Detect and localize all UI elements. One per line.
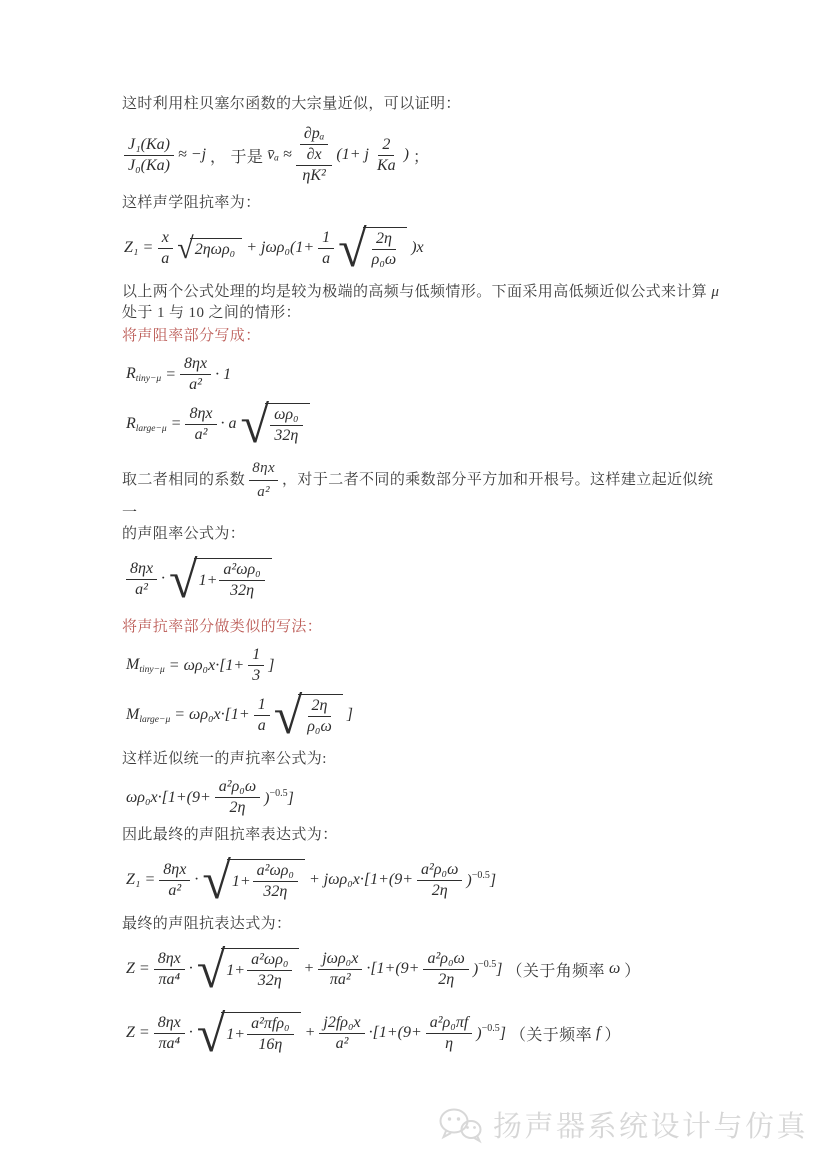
numerator: 2η <box>308 697 332 717</box>
fraction <box>373 136 400 175</box>
denominator: 32η <box>257 972 282 989</box>
math-token: 1+ <box>226 961 246 979</box>
formula-z1-extreme <box>122 221 722 278</box>
paragraph-unified-reactance: 这样近似统一的声抗率公式为: <box>122 751 327 767</box>
math-token: ·[1+(9+ <box>366 960 420 977</box>
numerator: j2fρ₀x <box>319 1014 364 1034</box>
formula-z-frequency <box>124 1006 720 1063</box>
math-token: Z = <box>126 960 150 977</box>
numerator: ωρ₀ <box>270 406 303 426</box>
math-token: Z = <box>126 1024 150 1041</box>
numerator: 1 <box>254 696 270 716</box>
math-token: · <box>161 570 166 587</box>
math-token: ] <box>496 961 503 978</box>
formula-z-omega <box>124 942 720 999</box>
denominator: J₀(Ka) <box>128 156 170 174</box>
paragraph-intro: 这时利用柱贝塞尔函数的大宗量近似，可以证明： <box>122 96 461 112</box>
formula-note: ） <box>624 962 641 980</box>
variable: R <box>126 414 136 432</box>
math-token: 1+ <box>226 1025 246 1043</box>
denominator: πa² <box>329 970 351 988</box>
math-token: ) <box>476 1025 482 1042</box>
math-token: ， <box>210 148 227 166</box>
radical-sign: √ <box>338 221 367 278</box>
math-token <box>476 1023 506 1043</box>
denominator: 3 <box>252 667 261 684</box>
fraction <box>219 561 264 600</box>
denominator: Ka <box>376 156 396 174</box>
math-token: + jωρ₀x·[1+(9+ <box>309 871 414 888</box>
fraction <box>253 862 298 901</box>
denominator: 32η <box>274 427 299 444</box>
radical <box>169 552 272 609</box>
formula-z1-final <box>124 853 720 910</box>
numerator: 2η <box>372 230 396 250</box>
math-token <box>126 656 165 675</box>
radical-sign: √ <box>273 688 303 745</box>
paragraph-final-impedance: 最终的声阻抗表达式为： <box>122 916 292 932</box>
numerator: 2 <box>378 136 394 156</box>
numerator: ∂pₐ <box>300 125 329 145</box>
math-token: ] <box>499 1025 506 1042</box>
fraction <box>126 560 157 599</box>
math-token: · <box>188 1024 193 1041</box>
fraction <box>154 1014 185 1053</box>
radical <box>240 397 310 454</box>
denominator: η <box>445 1034 453 1052</box>
denominator: a² <box>135 580 148 598</box>
fraction <box>426 1014 473 1053</box>
wechat-icon <box>438 1106 484 1144</box>
denominator: 2η <box>229 799 246 816</box>
formula-r-tiny <box>124 355 720 394</box>
formula-note: （关于频率 <box>509 1026 592 1044</box>
variable: M <box>126 705 140 723</box>
radical <box>196 942 300 999</box>
heading-reactance-red: 将声抗率部分做类似的写法： <box>122 619 323 635</box>
fraction <box>247 951 292 990</box>
denominator: a <box>322 249 331 267</box>
radical-sign: √ <box>240 397 270 454</box>
variable: M <box>126 656 140 673</box>
fraction <box>185 405 216 444</box>
numerator: jωρ₀x <box>318 950 362 970</box>
fraction <box>318 229 334 268</box>
math-token: ω <box>608 960 621 977</box>
math-token: = <box>165 365 177 383</box>
math-token: ≈ −j <box>178 146 207 163</box>
math-token: = ωρ₀x·[1+ <box>174 706 250 723</box>
radical-sign: √ <box>202 853 231 910</box>
math-token: ] <box>287 789 294 807</box>
numerator: 8ηx <box>249 458 278 481</box>
paragraph-unify <box>122 458 722 545</box>
math-token: Z₁ = <box>126 871 156 888</box>
math-token: + <box>304 1024 316 1041</box>
numerator: 8ηx <box>126 560 157 580</box>
math-token: ) <box>264 789 270 807</box>
math-token <box>264 788 294 808</box>
numerator: 8ηx <box>180 355 211 375</box>
math-token: )x <box>411 239 424 256</box>
denominator: a² <box>189 376 202 393</box>
math-token: · <box>188 960 193 977</box>
math-token: 2ηωρ₀ <box>194 240 236 258</box>
math-token: ； <box>412 148 430 166</box>
denominator: πa⁴ <box>158 1034 181 1052</box>
superscript: −0.5 <box>269 787 288 799</box>
numerator: x <box>158 229 173 249</box>
fraction <box>423 950 468 989</box>
denominator: a² <box>335 1034 349 1052</box>
math-token: ] <box>346 706 354 723</box>
numerator: 8ηx <box>159 861 190 881</box>
numerator: a²ωρ₀ <box>247 951 292 971</box>
fraction <box>300 125 329 164</box>
math-token: 于是 <box>230 148 264 166</box>
fraction <box>215 778 260 817</box>
numerator: 1 <box>248 646 264 666</box>
fraction <box>124 136 174 175</box>
subscript: large−μ <box>135 423 167 434</box>
numerator: 8ηx <box>185 405 216 425</box>
superscript: −0.5 <box>478 959 497 970</box>
math-token: (1+ <box>336 146 361 163</box>
math-token: ) <box>403 146 409 163</box>
math-token: · <box>194 871 199 888</box>
formula-note: （关于角频率 <box>506 962 605 980</box>
radical <box>196 1006 301 1063</box>
formula-note: ） <box>604 1026 621 1044</box>
numerator: a²ρ₀πf <box>426 1014 473 1034</box>
denominator: a <box>257 716 266 734</box>
fraction <box>159 861 190 900</box>
math-token: · <box>220 415 225 432</box>
numerator: a²πfρ₀ <box>247 1015 294 1035</box>
math-token: = <box>170 415 182 432</box>
math-token: ) <box>466 872 472 889</box>
formula-bessel-approx <box>122 125 722 185</box>
denominator: a² <box>257 484 271 500</box>
fraction <box>247 1015 294 1054</box>
paragraph-midrange <box>122 282 722 324</box>
fraction <box>248 646 264 685</box>
heading-resistance-red: 将声阻率部分写成： <box>122 328 261 344</box>
subscript: large−μ <box>139 714 171 725</box>
denominator: ρ₀ω <box>371 251 397 268</box>
numerator: J₁(Ka) <box>124 136 174 156</box>
denominator: ηK² <box>302 167 326 184</box>
math-token: a <box>228 415 237 432</box>
text-run: ，对于二者不同的乘数部分平方加和开根号。这样建立起近似统一 <box>122 471 714 521</box>
subscript: tiny−μ <box>139 665 165 675</box>
math-token: · 1 <box>215 365 232 383</box>
denominator: ρ₀ω <box>307 718 332 735</box>
denominator: ∂x <box>306 146 322 163</box>
radical <box>202 853 305 910</box>
denominator: 2η <box>438 970 455 988</box>
fraction <box>249 458 278 503</box>
math-token <box>466 870 496 890</box>
paragraph-impedance-intro: 这样声学阻抗率为： <box>122 195 261 211</box>
math-token: + jωρ₀(1+ <box>246 239 315 256</box>
text-run: 的声阻率公式为： <box>122 526 246 542</box>
numerator: a²ρ₀ω <box>215 778 260 798</box>
fraction <box>417 861 462 900</box>
subscript: tiny−μ <box>135 374 162 384</box>
math-token: f <box>596 1024 601 1041</box>
math-token: ] <box>489 872 497 889</box>
numerator: a²ωρ₀ <box>219 561 264 581</box>
text-run: 处于 1 与 10 之间的情形： <box>122 305 301 321</box>
fraction <box>157 229 173 268</box>
fraction <box>154 950 185 989</box>
radical <box>273 688 343 745</box>
radical <box>338 221 407 278</box>
fraction <box>270 406 303 445</box>
formula-unified-reactance <box>124 778 720 817</box>
math-token <box>126 415 167 434</box>
math-token <box>126 706 170 725</box>
fraction <box>296 125 333 185</box>
fraction <box>180 355 211 394</box>
radical-sign: √ <box>196 1006 226 1063</box>
denominator: 32η <box>263 883 288 900</box>
numerator: a²ρ₀ω <box>423 950 468 970</box>
superscript: −0.5 <box>481 1023 500 1034</box>
math-token <box>473 959 503 979</box>
variable: R <box>126 365 136 382</box>
math-token: ) <box>472 961 479 978</box>
numerator <box>296 125 333 166</box>
formula-m-tiny <box>124 646 720 685</box>
math-token: v̄ₐ ≈ <box>267 146 292 163</box>
numerator: 1 <box>318 229 334 249</box>
watermark-footer <box>438 1104 808 1145</box>
radical <box>177 233 242 263</box>
fraction <box>303 697 336 736</box>
paragraph-final-rate: 因此最终的声阻抗率表达式为： <box>122 827 338 843</box>
math-token: j <box>364 146 369 163</box>
denominator: 16η <box>258 1036 283 1053</box>
fraction <box>318 950 362 989</box>
fraction <box>368 230 401 269</box>
numerator: 8ηx <box>154 950 185 970</box>
math-token: + <box>303 960 315 977</box>
math-token: 1+ <box>231 872 251 890</box>
formula-unified-resistance <box>124 552 720 609</box>
denominator: 32η <box>230 582 255 599</box>
document-content <box>122 94 722 1063</box>
numerator: a²ωρ₀ <box>253 862 298 882</box>
math-token <box>126 365 161 384</box>
radical-sign: √ <box>169 552 198 609</box>
radical-sign: √ <box>196 942 226 999</box>
math-token: ] <box>268 656 275 674</box>
watermark-text: 扬声器系统设计与仿真 <box>492 1111 808 1143</box>
formula-r-large <box>124 397 720 454</box>
math-token: ωρ₀x·[1+(9+ <box>126 788 211 806</box>
math-token: 1+ <box>198 571 218 589</box>
numerator: a²ρ₀ω <box>417 861 462 881</box>
fraction <box>254 696 270 735</box>
formula-m-large <box>124 688 720 745</box>
math-token: = ωρ₀x·[1+ <box>168 656 245 674</box>
radical-sign: √ <box>177 232 194 265</box>
denominator: a² <box>168 881 182 899</box>
superscript: −0.5 <box>471 870 490 881</box>
numerator: 8ηx <box>154 1014 185 1034</box>
math-token: Z₁ = <box>124 239 154 256</box>
text-run: 取二者相同的系数 <box>122 471 246 488</box>
denominator: πa⁴ <box>158 970 181 988</box>
fraction <box>319 1014 364 1053</box>
math-token: ·[1+(9+ <box>368 1024 422 1041</box>
denominator: a <box>161 249 170 267</box>
denominator: a² <box>194 425 208 443</box>
mu-symbol: μ <box>711 284 720 300</box>
text-run: 以上两个公式处理的均是较为极端的高频与低频情形。下面采用高低频近似公式来计算 <box>122 284 708 300</box>
denominator: 2η <box>431 881 448 899</box>
